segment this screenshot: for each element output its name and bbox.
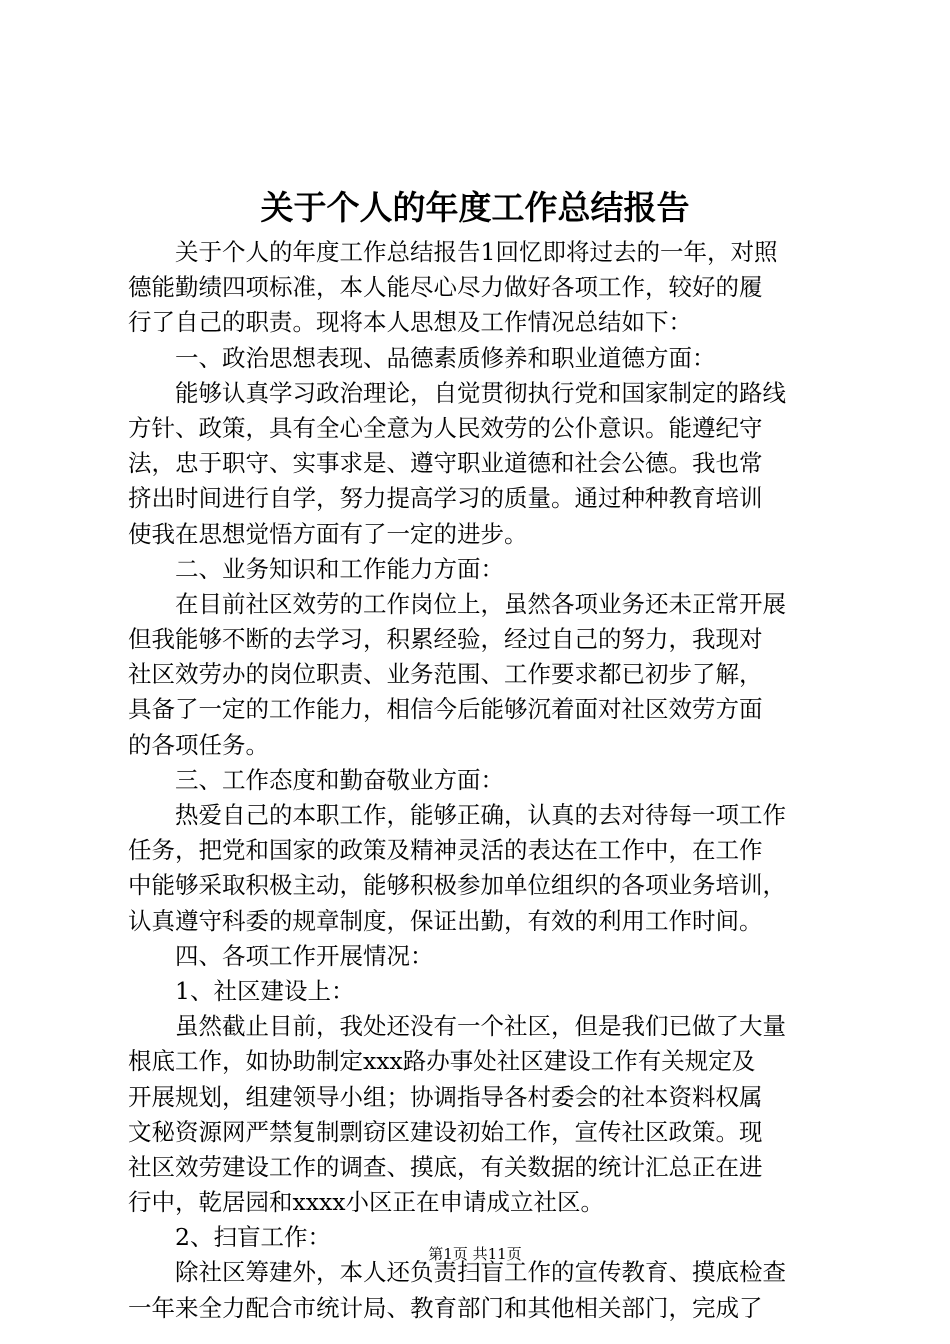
text-line: 关于个人的年度工作总结报告1回忆即将过去的一年，对照 [175,238,778,266]
text-line: 能够认真学习政治理论，自觉贯彻执行党和国家制定的路线 [175,378,786,407]
text-line: 四、各项工作开展情况： [175,941,434,970]
page-footer: 第1页 共11页 [428,1245,522,1263]
text-line: 文秘资源网严禁复制剽窃区建设初始工作，宣传社区政策。现 [128,1117,763,1146]
text-line: 一、政治思想表现、品德素质修养和职业道德方面： [175,343,716,372]
text-line: 使我在思想觉悟方面有了一定的进步。 [128,519,528,548]
text-line: 虽然截止目前，我处还没有一个社区，但是我们已做了大量 [175,1012,786,1041]
text-line: 的各项任务。 [128,730,269,759]
text-line: 在目前社区效劳的工作岗位上，虽然各项业务还未正常开展 [175,589,786,618]
text-line: 社区效劳办的岗位职责、业务范围、工作要求都已初步了解， [128,660,763,689]
text-line: 方针、政策，具有全心全意为人民效劳的公仆意识。能遵纪守 [128,413,763,442]
text-line: 根底工作，如协助制定xxx路办事处社区建设工作有关规定及 [128,1047,756,1076]
text-line: 德能勤绩四项标准，本人能尽心尽力做好各项工作，较好的履 [128,273,763,302]
document-body [128,235,836,1326]
text-line: 认真遵守科委的规章制度，保证出勤，有效的利用工作时间。 [128,906,763,935]
text-line: 任务，把党和国家的政策及精神灵活的表达在工作中，在工作 [128,836,763,865]
text-line: 二、业务知识和工作能力方面： [175,554,504,583]
text-line: 行中，乾居园和xxxx小区正在申请成立社区。 [128,1188,605,1217]
text-line: 法，忠于职守、实事求是、遵守职业道德和社会公德。我也常 [128,449,763,478]
text-line: 除社区筹建外，本人还负责扫盲工作的宣传教育、摸底检查 [175,1258,786,1287]
text-line: 一年来全力配合市统计局、教育部门和其他相关部门，完成了 [128,1293,763,1322]
text-line: 具备了一定的工作能力，相信今后能够沉着面对社区效劳方面 [128,695,763,724]
text-line: 中能够采取积极主动，能够积极参加单位组织的各项业务培训， [128,871,786,900]
text-line: 挤出时间进行自学，努力提高学习的质量。通过种种教育培训 [128,484,763,513]
text-line: 热爱自己的本职工作，能够正确，认真的去对待每一项工作 [175,801,786,829]
document-title: 关于个人的年度工作总结报告 [260,188,690,227]
text-line: 但我能够不断的去学习，积累经验，经过自己的努力，我现对 [128,625,763,654]
text-line: 社区效劳建设工作的调查、摸底，有关数据的统计汇总正在进 [128,1152,763,1181]
text-line: 三、工作态度和勤奋敬业方面： [175,765,504,794]
text-line: 2、扫盲工作： [175,1223,331,1252]
text-line: 1、社区建设上： [175,976,355,1005]
text-line: 开展规划，组建领导小组；协调指导各村委会的社本资料权属 [128,1082,763,1111]
text-line: 行了自己的职责。现将本人思想及工作情况总结如下： [128,308,692,337]
